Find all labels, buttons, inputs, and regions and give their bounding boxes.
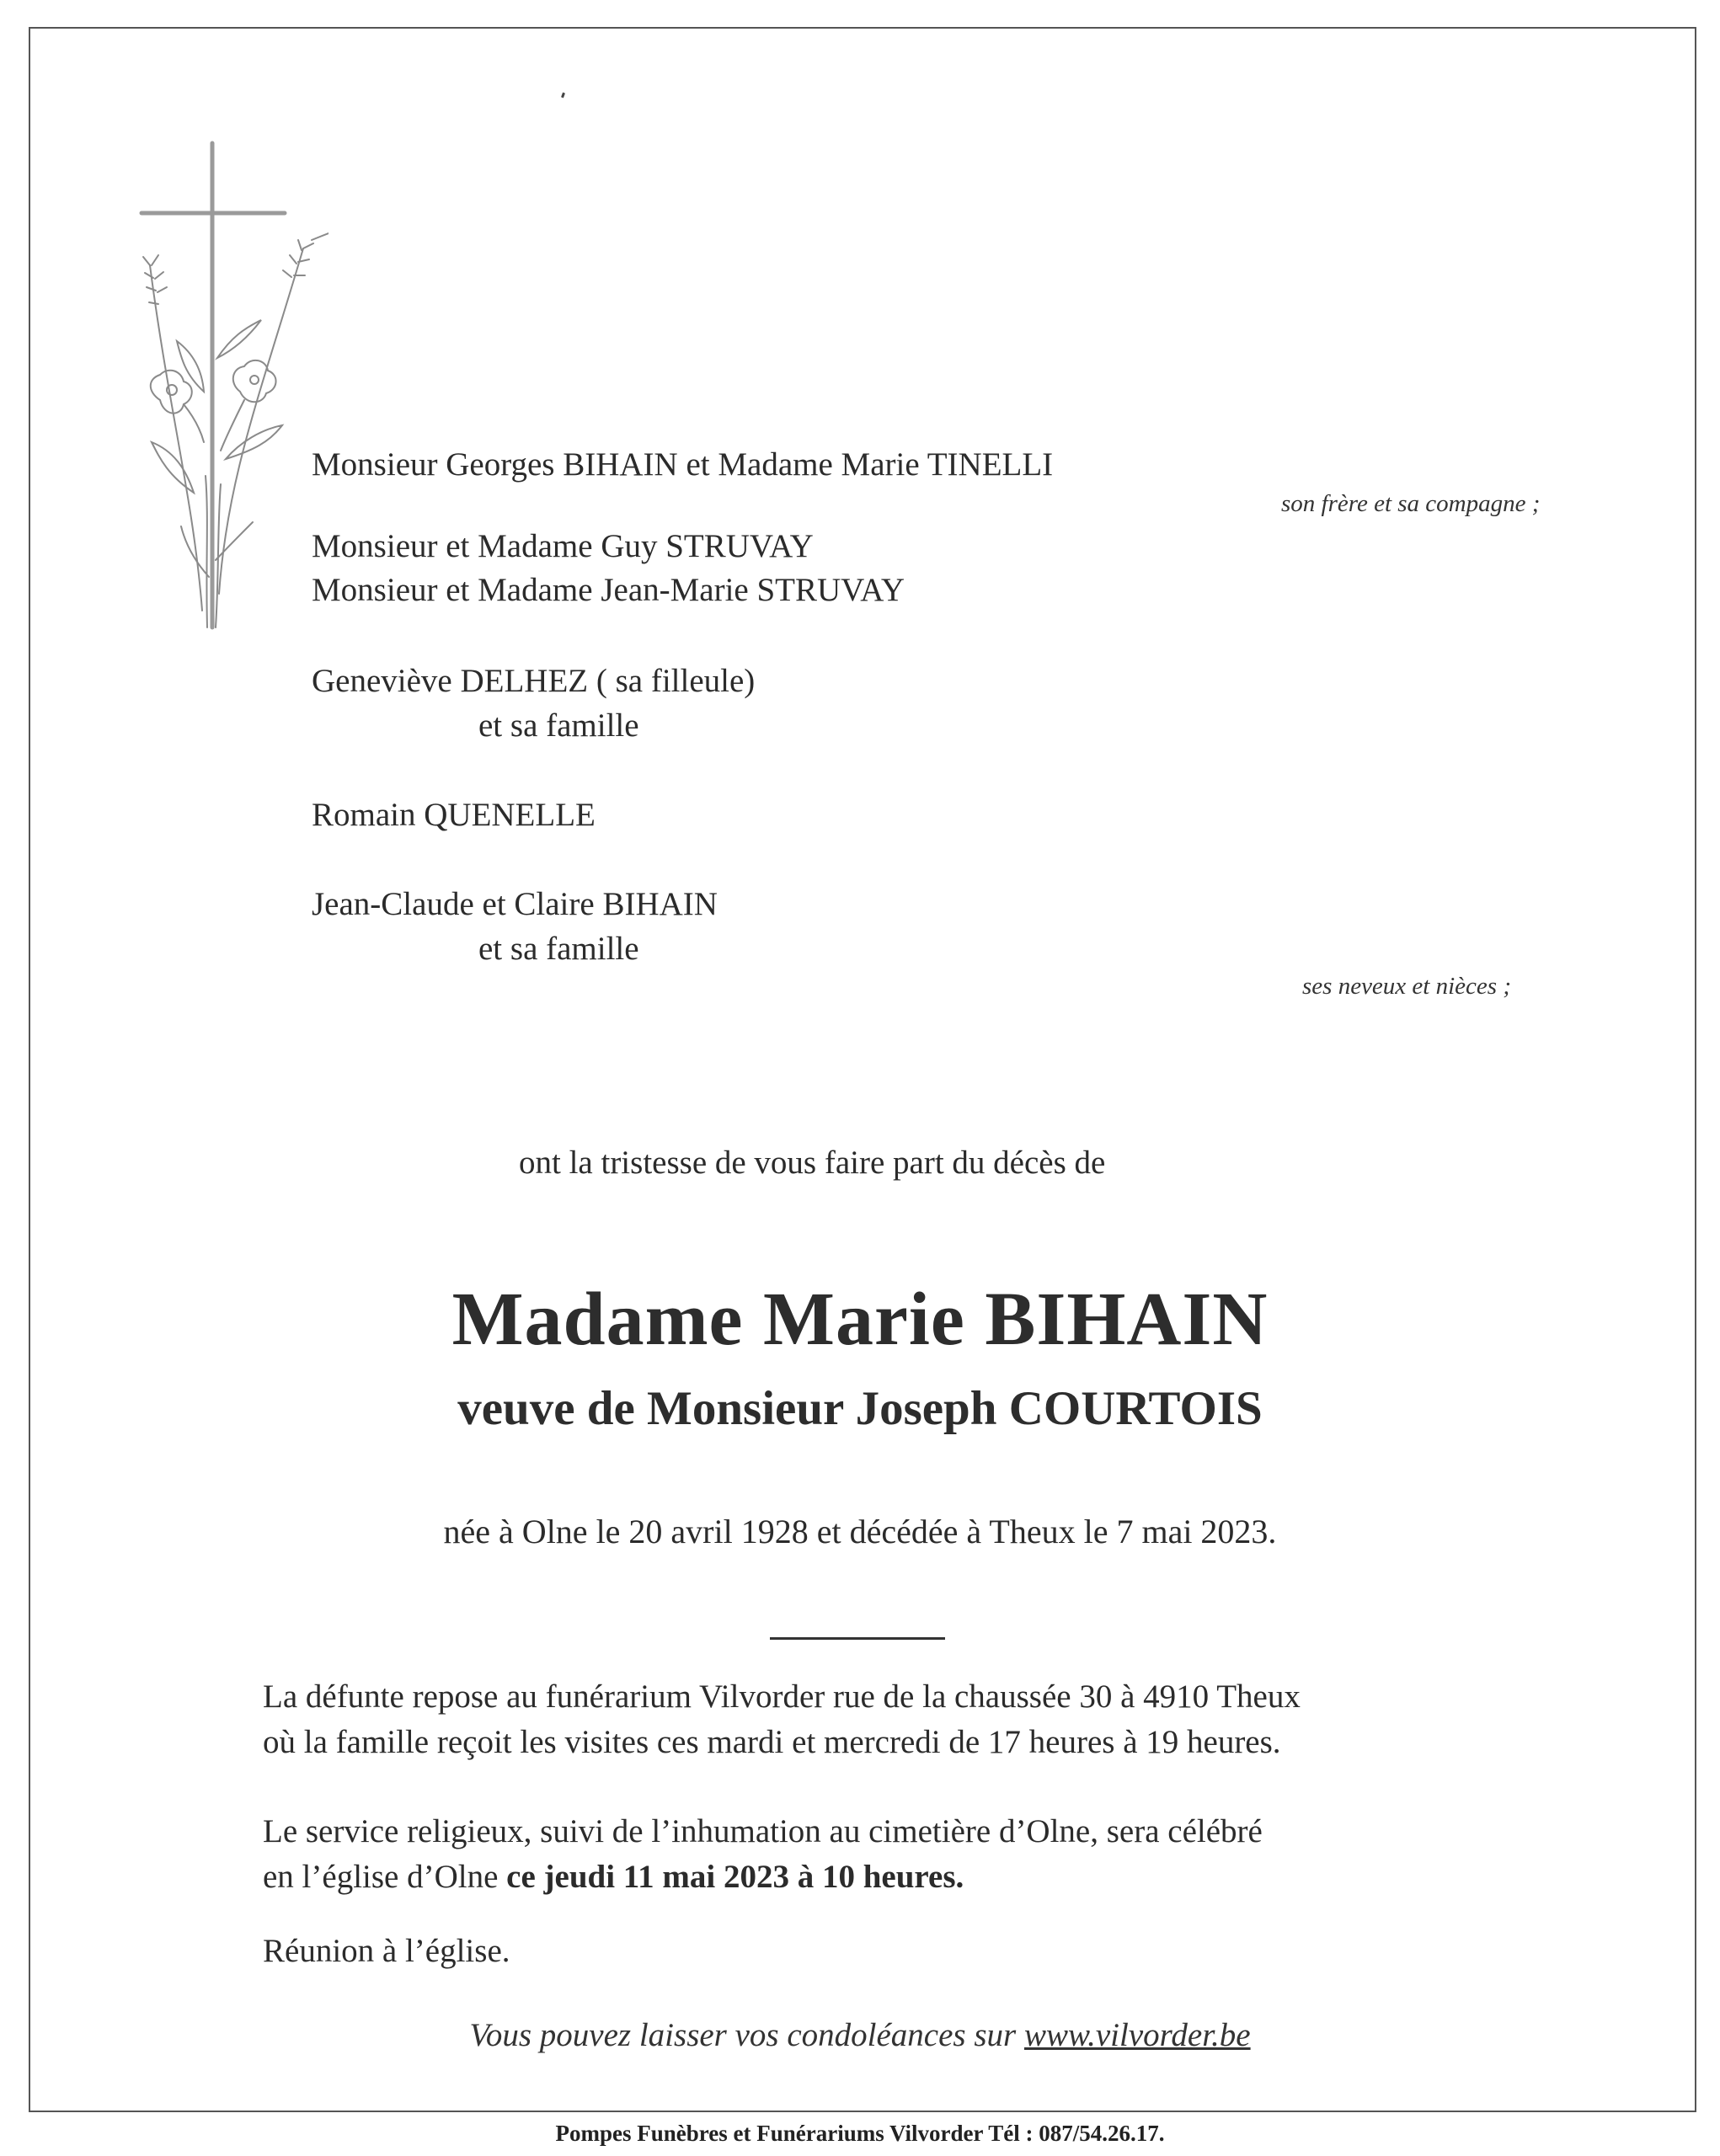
repose-line: où la famille reçoit les visites ces mardi et mercredi de 17 heures à 19 heures. <box>263 1724 1281 1760</box>
family-line: Jean-Claude et Claire BIHAIN <box>312 886 718 922</box>
condolences-link[interactable]: www.vilvorder.be <box>1023 2017 1251 2053</box>
separator-line <box>770 1637 945 1640</box>
service-date: ce jeudi 11 mai 2023 à 10 heures. <box>506 1859 964 1895</box>
birth-death-dates: née à Olne le 20 avril 1928 et décédée à Theux le 7 mai 2023. <box>443 1513 1277 1550</box>
service-line <box>263 1854 964 1900</box>
reunion-line: Réunion à l’église. <box>263 1933 510 1969</box>
repose-line: La défunte repose au funérarium Vilvorder rue de la chaussée 30 à 4910 Theux <box>263 1678 1301 1715</box>
cross-with-wheat-icon <box>135 139 329 636</box>
announcement-intro: ont la tristesse de vous faire part du décès de <box>519 1145 1106 1181</box>
footer-contact: Pompes Funèbres et Funérariums Vilvorder Tél : 087/54.26.17. <box>555 2121 1165 2146</box>
condolences-line <box>0 2016 1720 2054</box>
family-line: Monsieur et Madame Guy STRUVAY <box>312 528 814 564</box>
family-line: Monsieur et Madame Jean-Marie STRUVAY <box>312 572 905 608</box>
deceased-name: Madame Marie BIHAIN <box>451 1278 1269 1361</box>
service-line: Le service religieux, suivi de l’inhumation au cimetière d’Olne, sera célébré <box>263 1813 1263 1849</box>
family-line-suffix: et sa famille <box>478 707 639 744</box>
family-relation: son frère et sa compagne ; <box>1281 490 1541 517</box>
family-line: Monsieur Georges BIHAIN et Madame Marie TINELLI <box>312 446 1054 483</box>
family-line: Romain QUENELLE <box>312 797 596 833</box>
family-line: Geneviève DELHEZ ( sa filleule) <box>312 663 756 699</box>
family-line-suffix: et sa famille <box>478 931 639 967</box>
family-relation: ses neveux et nièces ; <box>1302 973 1511 1000</box>
widow-of: veuve de Monsieur Joseph COURTOIS <box>457 1382 1263 1435</box>
service-line-prefix: en l’église d’Olne <box>263 1859 507 1895</box>
condolences-text: Vous pouvez laisser vos condoléances sur <box>469 2017 1024 2053</box>
